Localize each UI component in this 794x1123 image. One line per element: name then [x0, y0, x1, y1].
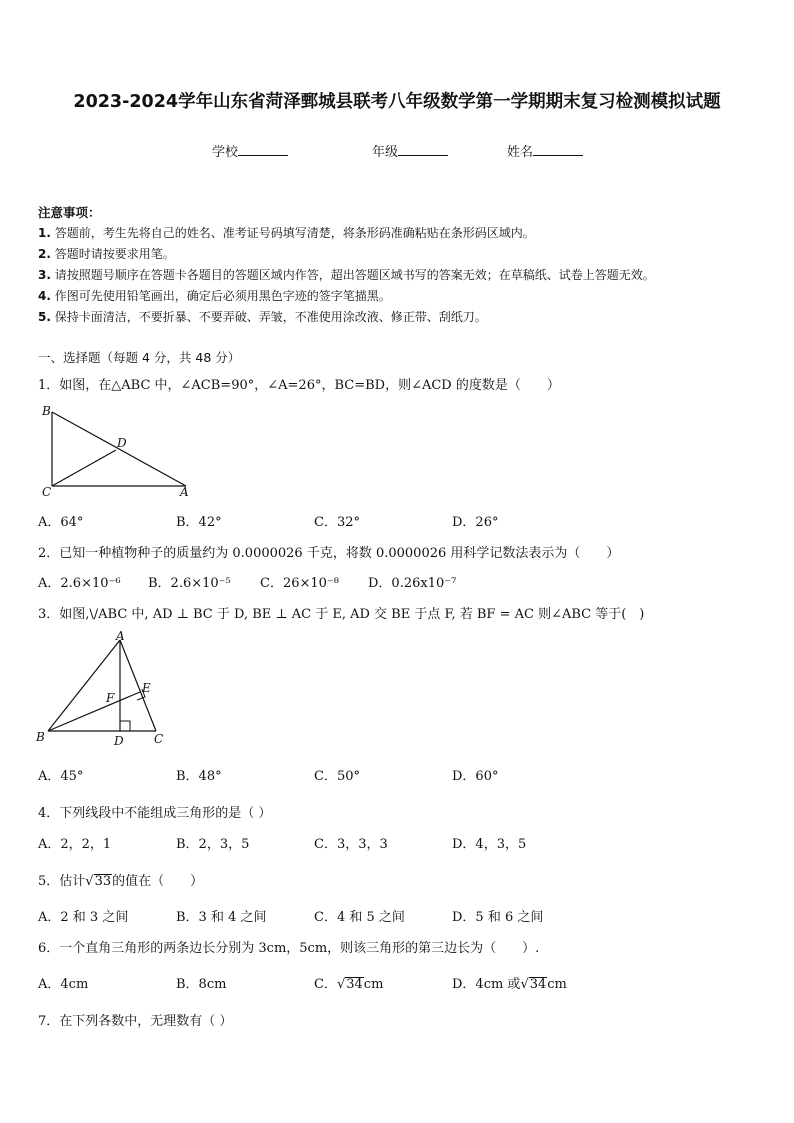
grade-label: 年级 [372, 145, 399, 160]
note-item [38, 224, 535, 241]
question-2-option-d[interactable]: D．0.26x10⁻⁷ [368, 576, 457, 591]
question-3-option-b[interactable]: B．48° [176, 769, 222, 784]
radicand: 34 [346, 977, 363, 992]
label-e: E [142, 681, 151, 695]
note-text: 请按照题号顺序在答题卡各题目的答题区域内作答，超出答题区域书写的答案无效；在草稿纸、试卷上答题无效。 [54, 268, 655, 282]
question-3-option-d[interactable]: D．60° [452, 769, 499, 784]
label-a: A [116, 630, 125, 643]
note-item [38, 308, 487, 325]
notes-title: 注意事项： [38, 205, 101, 220]
note-number: 4. [38, 289, 51, 303]
note-text: 答题前，考生先将自己的姓名、准考证号码填写清楚，将条形码准确粘贴在条形码区域内。 [54, 226, 535, 240]
note-item [38, 266, 655, 283]
radicand: 33 [94, 874, 112, 889]
question-6-option-d[interactable] [452, 973, 567, 992]
question-2-option-c[interactable]: C．26×10⁻⁸ [260, 576, 339, 591]
option-prefix: D．4cm 或 [452, 977, 521, 992]
segment-cd [52, 450, 116, 486]
question-2-option-b[interactable]: B．2.6×10⁻⁵ [148, 576, 231, 591]
question-5-option-c[interactable]: C．4 和 5 之间 [314, 910, 405, 925]
question-5-option-b[interactable]: B．3 和 4 之间 [176, 910, 267, 925]
question-1-option-d[interactable]: D．26° [452, 515, 499, 530]
segment-ab [48, 640, 120, 731]
question-5-stem [38, 870, 203, 889]
question-5-option-d[interactable]: D．5 和 6 之间 [452, 910, 544, 925]
label-c: C [42, 485, 52, 499]
note-number: 1. [38, 226, 51, 240]
label-b: B [42, 404, 51, 418]
question-1-figure [38, 402, 198, 500]
grade-blank [398, 143, 448, 156]
question-6-option-c[interactable] [314, 973, 383, 992]
school-field [212, 141, 288, 160]
question-3-option-c[interactable]: C．50° [314, 769, 360, 784]
question-4-option-d[interactable]: D．4，3，5 [452, 837, 527, 852]
question-5-stem-start: 5．估计 [38, 874, 86, 889]
section-heading: 一、选择题（每题 4 分，共 48 分） [38, 350, 241, 365]
question-1-option-b[interactable]: B．42° [176, 515, 222, 530]
question-5-stem-end: 的值在（ ） [112, 874, 204, 889]
question-5-option-a[interactable]: A．2 和 3 之间 [38, 910, 129, 925]
question-6-stem: 6．一个直角三角形的两条边长分别为 3cm，5cm，则该三角形的第三边长为（ ）. [38, 941, 540, 956]
option-unit: cm [547, 977, 567, 992]
option-prefix: C． [314, 977, 337, 992]
name-label: 姓名 [507, 145, 534, 160]
right-angle-d [120, 721, 130, 731]
note-text: 答题时请按要求用笔。 [54, 247, 175, 261]
question-4-option-b[interactable]: B．2，3，5 [176, 837, 250, 852]
radicand: 34 [529, 977, 547, 992]
question-3-stem: 3．如图,\/ABC 中, AD ⊥ BC 于 D, BE ⊥ AC 于 E, AD 交 BE 于点 F, 若 BF = AC 则∠ABC 等于( ) [38, 607, 645, 622]
question-4-option-a[interactable]: A．2，2，1 [38, 837, 112, 852]
question-6-option-a[interactable]: A．4cm [38, 977, 89, 992]
question-2-option-a[interactable]: A．2.6×10⁻⁶ [38, 576, 121, 591]
school-blank [238, 143, 288, 156]
label-d: D [117, 436, 127, 450]
question-4-option-c[interactable]: C．3，3，3 [314, 837, 388, 852]
question-7-stem: 7．在下列各数中，无理数有（ ） [38, 1014, 233, 1029]
question-3-figure [34, 630, 174, 750]
label-d: D [114, 734, 124, 748]
name-blank [533, 143, 583, 156]
note-text: 作图可先使用铅笔画出，确定后必须用黑色字迹的签字笔描黑。 [54, 289, 391, 303]
note-number: 3. [38, 268, 51, 282]
question-1-option-c[interactable]: C．32° [314, 515, 360, 530]
note-item [38, 245, 175, 262]
question-1-option-a[interactable]: A．64° [38, 515, 84, 530]
page-title: 2023-2024学年山东省菏泽鄄城县联考八年级数学第一学期期末复习检测模拟试题 [73, 92, 721, 112]
note-number: 5. [38, 310, 51, 324]
sqrt-symbol: √ [520, 977, 529, 992]
note-number: 2. [38, 247, 51, 261]
label-b: B [36, 730, 45, 744]
sqrt-symbol: √ [336, 977, 346, 992]
question-2-stem: 2．已知一种植物种子的质量约为 0.0000026 千克，将数 0.0000026 用科学记数法表示为（ ） [38, 546, 620, 561]
question-3-option-a[interactable]: A．45° [38, 769, 84, 784]
label-f: F [106, 691, 115, 705]
sqrt-symbol: √ [85, 874, 94, 889]
question-1-stem: 1．如图，在△ABC 中，∠ACB=90°，∠A=26°，BC=BD，则∠ACD 的度数是（ ） [38, 378, 560, 393]
question-4-stem: 4．下列线段中不能组成三角形的是（ ） [38, 806, 272, 821]
option-unit: cm [363, 977, 384, 992]
label-a: A [180, 485, 189, 499]
school-label: 学校 [212, 145, 239, 160]
note-text: 保持卡面清洁，不要折暴、不要弄破、弄皱，不准使用涂改液、修正带、刮纸刀。 [54, 310, 487, 324]
label-c: C [154, 732, 164, 746]
segment-be [48, 692, 140, 731]
name-field [507, 141, 583, 160]
grade-field [372, 141, 448, 160]
note-item [38, 287, 391, 304]
question-6-option-b[interactable]: B．8cm [176, 977, 227, 992]
